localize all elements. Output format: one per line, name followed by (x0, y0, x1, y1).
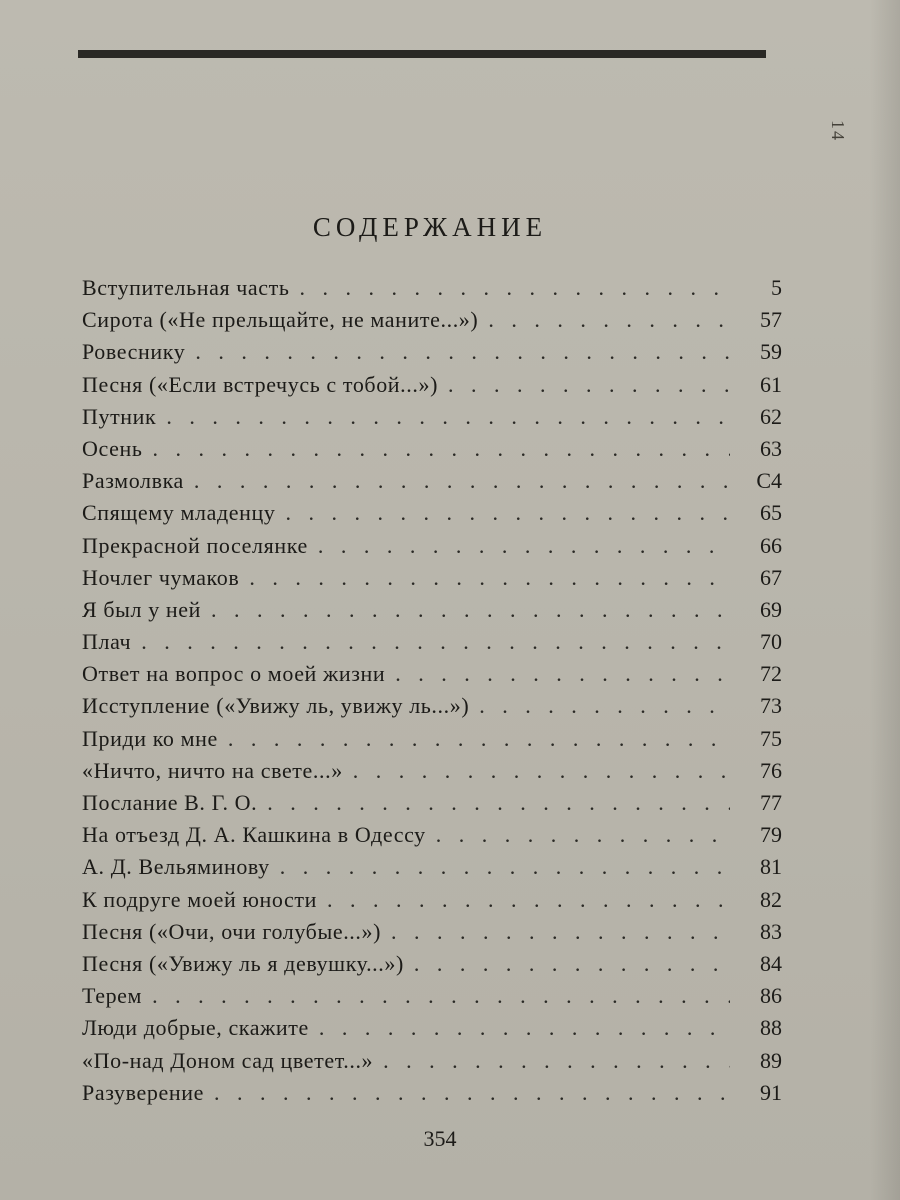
toc-entry-title: Путник (82, 403, 157, 429)
toc-entry-page: 5 (771, 275, 782, 300)
toc-leader-dots (414, 948, 730, 980)
toc-leader-dots (327, 884, 730, 916)
toc-leader-dots (285, 497, 730, 529)
toc-entry-page: 86 (760, 983, 782, 1009)
toc-entry (82, 916, 782, 948)
toc-leader-dots (383, 1045, 730, 1077)
toc-entry (82, 336, 782, 368)
toc-entry (82, 497, 782, 529)
toc-entry (82, 851, 782, 883)
page-edge-shadow (870, 0, 900, 1200)
toc-entry-page: 81 (760, 854, 782, 880)
toc-entry (82, 1045, 782, 1077)
toc-leader-dots (249, 562, 730, 594)
toc-entry (82, 884, 782, 916)
toc-entry-page: 73 (760, 693, 782, 719)
toc-entry-title: «Ничто, ничто на свете...» (82, 757, 343, 783)
page-number: 354 (423, 1126, 457, 1151)
toc-entry-page: 79 (760, 822, 782, 848)
toc-entry-title: На отъезд Д. А. Кашкина в Одессу (82, 822, 426, 848)
toc-leader-dots (479, 690, 730, 722)
toc-entry-title: Размолвка (82, 468, 184, 494)
toc-entry-title: Исступление («Увижу ль, увижу ль...») (82, 693, 470, 719)
toc-leader-dots (391, 916, 730, 948)
toc-entry-page: 62 (760, 403, 782, 429)
toc-entry (82, 658, 782, 690)
toc-entry (82, 369, 782, 401)
toc-entry-page: 57 (760, 307, 782, 333)
toc-leader-dots (300, 272, 731, 304)
toc-leader-dots (488, 304, 730, 336)
toc-entry (82, 562, 782, 594)
toc-leader-dots (166, 401, 730, 433)
toc-entry-page: 59 (760, 339, 782, 365)
toc-entry-page: 65 (760, 500, 782, 526)
toc-leader-dots (395, 658, 730, 690)
toc-entry-page: 72 (760, 661, 782, 687)
toc-leader-dots (267, 787, 730, 819)
toc-entry-page: 89 (760, 1047, 782, 1073)
toc-entry (82, 1077, 782, 1109)
toc-entry-title: К подруге моей юности (82, 886, 317, 912)
toc-leader-dots (319, 1012, 730, 1044)
toc-entry-title: Ровеснику (82, 339, 186, 365)
toc-entry-title: Песня («Увижу ль я девушку...») (82, 950, 404, 976)
toc-entry-page: 84 (760, 950, 782, 976)
toc-entry-page: 91 (760, 1079, 782, 1105)
toc-entry (82, 1012, 782, 1044)
toc-leader-dots (280, 851, 730, 883)
toc-leader-dots (153, 433, 731, 465)
toc-entry (82, 980, 782, 1012)
toc-entry-title: «По-над Доном сад цветет...» (82, 1047, 374, 1073)
toc-entry (82, 594, 782, 626)
toc-entry-title: Послание В. Г. О. (82, 790, 258, 815)
toc-entry (82, 401, 782, 433)
toc-entry-title: Приди ко мне (82, 725, 218, 751)
toc-entry-title: Прекрасной поселянке (82, 532, 308, 558)
toc-entry-title: Люди добрые, скажите (82, 1015, 309, 1041)
top-rule (78, 50, 766, 58)
toc-entry-title: Осень (82, 435, 143, 461)
toc-entry-title: Ответ на вопрос о моей жизни (82, 661, 386, 687)
toc-entry-title: А. Д. Вельяминову (82, 854, 270, 880)
toc-entry-title: Спящему младенцу (82, 500, 276, 526)
toc-entry (82, 755, 782, 787)
toc-entry (82, 948, 782, 980)
toc-entry-title: Сирота («Не прельщайте, не маните...») (82, 307, 479, 333)
toc-entry (82, 272, 782, 304)
toc-leader-dots (318, 530, 730, 562)
toc-entry-title: Терем (82, 983, 143, 1009)
toc-entry-title: Плач (82, 629, 132, 655)
toc-leader-dots (152, 980, 730, 1012)
toc-leader-dots (195, 336, 730, 368)
toc-leader-dots (353, 755, 730, 787)
toc-leader-dots (228, 723, 730, 755)
toc-entry (82, 626, 782, 658)
toc-entry-title: Я был у ней (82, 596, 202, 622)
toc-entry-page: 61 (760, 371, 782, 397)
toc-entry (82, 690, 782, 722)
toc-entry-page: 75 (760, 725, 782, 751)
toc-entry-page: 88 (760, 1015, 782, 1041)
toc-entry-page: 77 (760, 790, 782, 815)
toc-entry-page: 66 (760, 532, 782, 558)
toc-entry-title: Песня («Очи, очи голубые...») (82, 918, 382, 944)
toc-entry-title: Ночлег чумаков (82, 564, 240, 590)
toc-leader-dots (436, 819, 730, 851)
toc-leader-dots (211, 594, 730, 626)
toc-leader-dots (194, 465, 730, 497)
toc-entry (82, 723, 782, 755)
toc-entry-page: 69 (760, 596, 782, 622)
toc-entry-page: 83 (760, 918, 782, 944)
toc-entry (82, 433, 782, 465)
toc-entry-page: 76 (760, 757, 782, 783)
toc-leader-dots (448, 369, 730, 401)
table-of-contents (82, 272, 782, 1109)
contents-title: СОДЕРЖАНИЕ (312, 212, 548, 242)
toc-entry (82, 787, 782, 819)
toc-entry (82, 819, 782, 851)
toc-leader-dots (214, 1077, 730, 1109)
toc-entry-title: Песня («Если встречусь с тобой...») (82, 371, 439, 397)
toc-entry-page: 67 (760, 564, 782, 590)
toc-entry-page: С4 (756, 468, 782, 494)
toc-entry-title: Вступительная часть (82, 275, 290, 300)
toc-leader-dots (141, 626, 730, 658)
toc-entry-page: 82 (760, 886, 782, 912)
toc-entry-page: 63 (760, 435, 782, 461)
toc-entry-page: 70 (760, 629, 782, 655)
margin-number: 14 (828, 120, 848, 142)
toc-entry (82, 530, 782, 562)
toc-entry (82, 304, 782, 336)
toc-entry-title: Разуверение (82, 1079, 204, 1105)
toc-entry (82, 465, 782, 497)
